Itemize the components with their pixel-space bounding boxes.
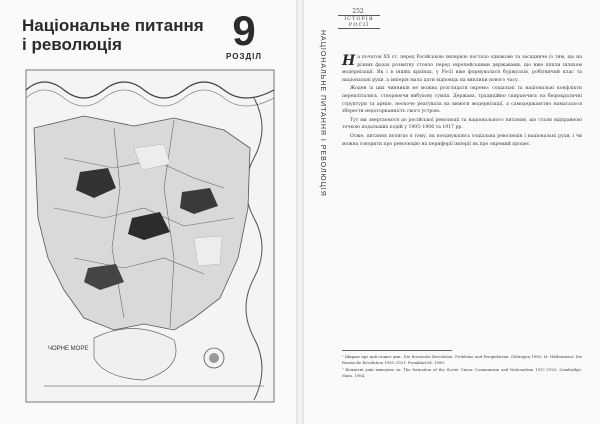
paragraph: Тут ми звертаємося до російської революції та національного питання, що стали відправною точкою подальших подій у 1905–1906 та 1917 рр. xyxy=(342,117,582,131)
running-head: ІСТОРІЯ РОСІЇ xyxy=(338,15,380,29)
left-page xyxy=(0,0,296,424)
footnote-divider xyxy=(342,350,452,351)
ornamental-map xyxy=(24,68,276,404)
light-region xyxy=(194,236,222,266)
paragraph xyxy=(342,54,582,84)
footnote: ² Кількісні дані наведено за: The formation of the Soviet Union: Communism and Nationalism 1917–1923. Cambridge, Mass. 1964. xyxy=(342,367,582,378)
chapter-title: Національне питання і революція xyxy=(22,16,204,54)
sea-label: ЧОРНЕ МОРЕ xyxy=(48,346,89,352)
footnotes xyxy=(342,354,582,380)
side-title xyxy=(314,30,328,230)
page-number: 252 xyxy=(352,8,364,15)
chapter-number: 9 xyxy=(232,7,256,54)
book-gutter xyxy=(296,0,304,424)
paragraph: Отже, питання полягає в тому, як поєднувались соціальна революція і національні рухи, і чи можна говорити про революцію на периферії імперії як про окремий процес. xyxy=(342,133,582,147)
side-title-text: НАЦІОНАЛЬНЕ ПИТАННЯ І РЕВОЛЮЦІЯ xyxy=(319,30,326,197)
chapter-label: РОЗДІЛ xyxy=(226,52,262,61)
body-text xyxy=(342,54,582,149)
paragraph-text: а початок XX ст. перед Російською імперією постало однакове та засадниче із тим, що на різних фазах розвитку стояло перед європейськими державами, що вже пішли шляхом модернізації. Як і в інших країнах, у Росії вже формувалася буржуазія, робітничий клас та національні рухи, а імперія мала дати відповідь на виклики нового часу. xyxy=(342,55,582,83)
footnote: ¹ Ширше про цей сюжет див.: Die Russische Revolution. Probleme und Perspektiven. Göttingen 1985; M. Hildermeier. Die Russische Revolution 1905–1921. Frankfurt/M. 1989. xyxy=(342,354,582,365)
paragraph: Жоден із цих чинників не можна розглядати окремо: соціальні та національні конфлікти переплітались, створюючи вибухову суміш. Держава, традиційно спираючись на бюрократичні структури та армію, неохоче реагувала на вимоги модернізації, а самодержавство намагалося зберегти недоторканність свого устрою. xyxy=(342,86,582,115)
dropcap: Н xyxy=(342,53,356,69)
